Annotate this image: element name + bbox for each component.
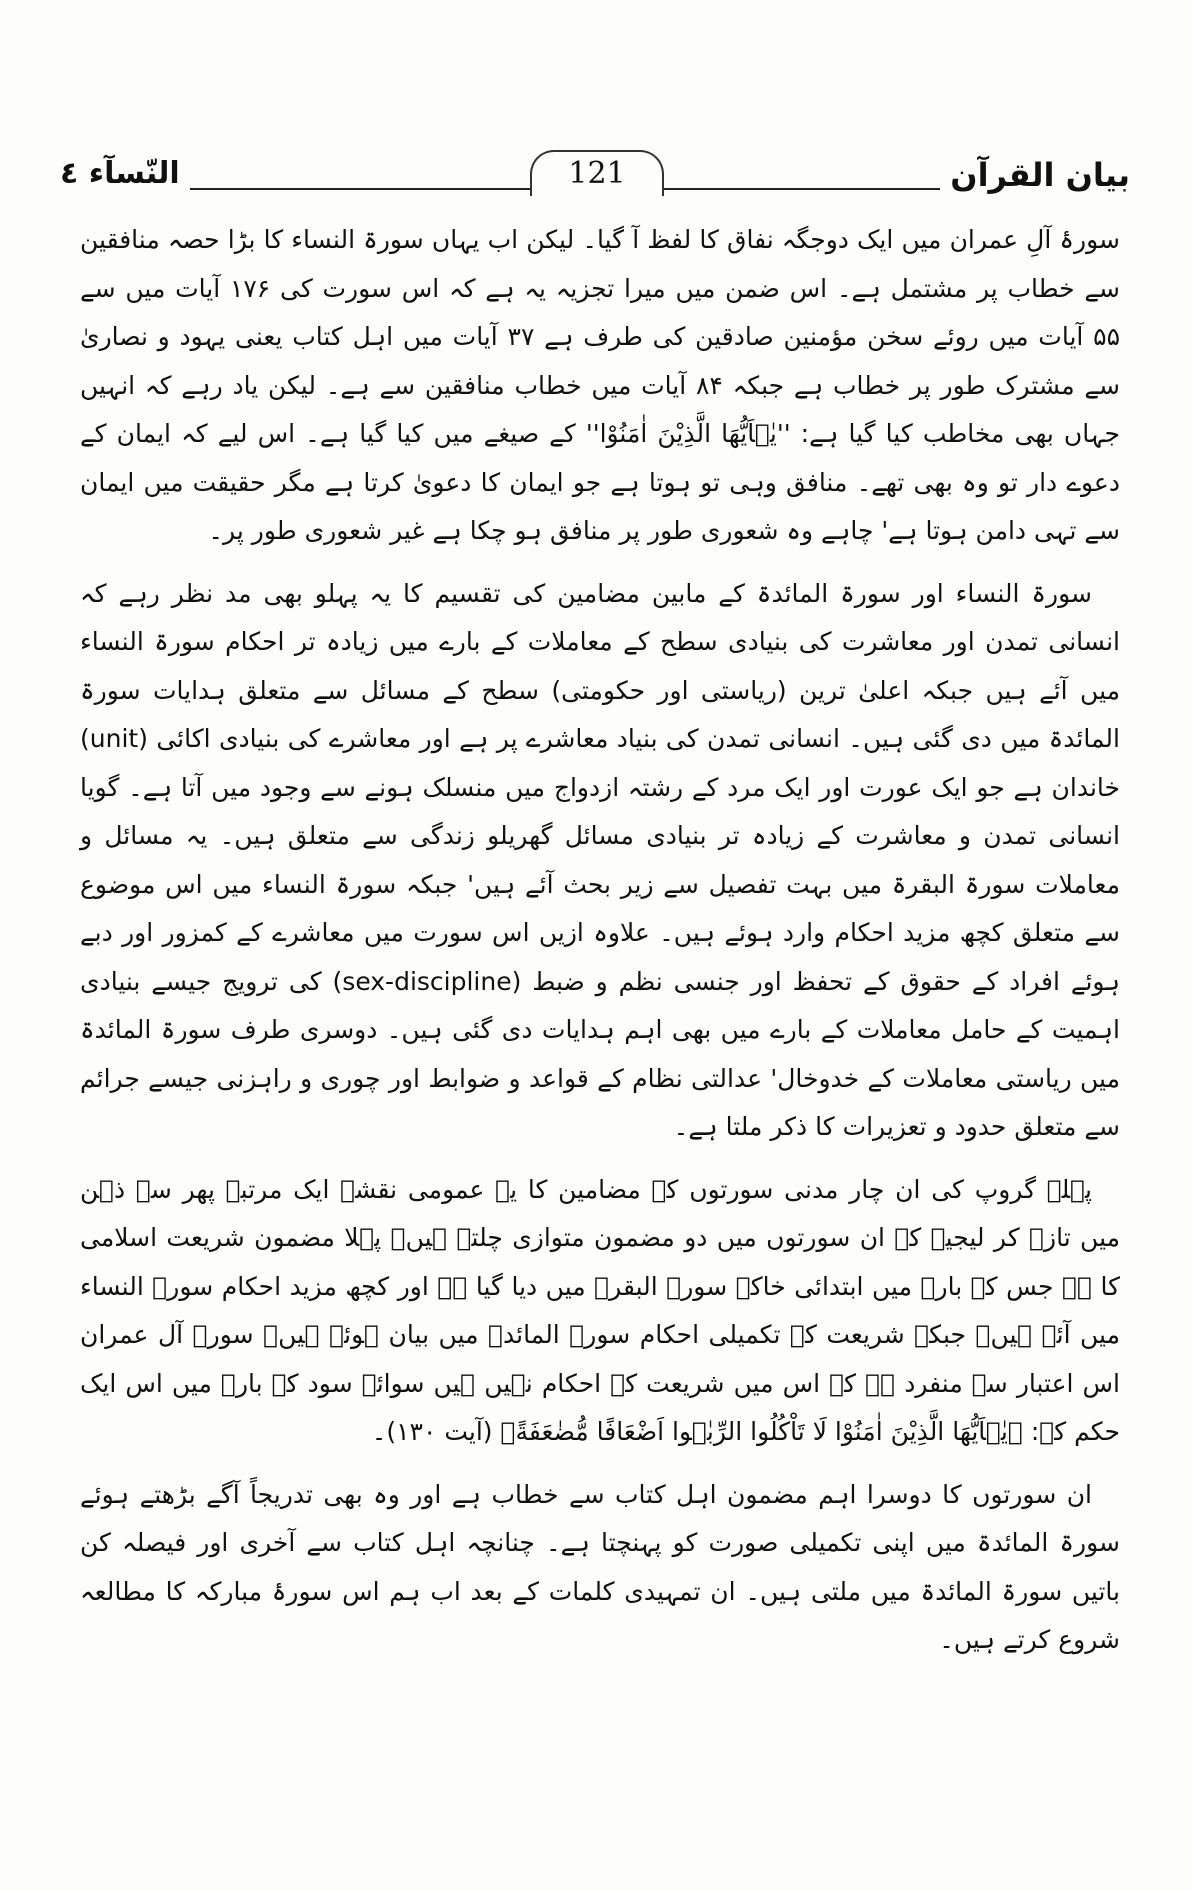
surah-name: النّسآء ٤ bbox=[60, 156, 190, 191]
page-header bbox=[60, 150, 1130, 210]
page-body bbox=[80, 216, 1120, 1679]
book-title: بیان القرآن bbox=[940, 156, 1130, 194]
paragraph: پہلے گروپ کی ان چار مدنی سورتوں کے مضامین کا یہ عمومی نقشہ ایک مرتبہ پھر سے ذہن میں تازہ کر لیجیے کہ ان سورتوں میں دو مضمون متوازی چلتے ہیں۔ پہلا مضمون شریعت اسلامی کا ہے جس کے بارے میں ابتدائی خاکہ سورۃ البقرۃ میں دیا گیا ہے اور کچھ مزید احکام سورۃ النساء میں آئے ہیں۔ جبکہ شریعت کے تکمیلی احکام سورۃ المائدۃ میں بیان ہوئے ہیں۔ سورۂ آل عمران اس اعتبار سے منفرد ہے کہ اس میں شریعت کے احکام نہیں ہیں سوائے سود کے بارے میں اس ایک حکم کے: ﴿یٰۤاَیُّهَا الَّذِیْنَ اٰمَنُوْا لَا تَاْكُلُوا الرِّبٰۤوا اَضْعَافًا مُّضٰعَفَةً﴾ (آیت ۱۳۰)۔ bbox=[80, 1174, 1120, 1446]
paragraph: سورۃ النساء اور سورۃ المائدۃ کے مابین مضامین کی تقسیم کا یہ پہلو بھی مد نظر رہے کہ انسانی تمدن اور معاشرت کی بنیادی سطح کے معاملات کے بارے میں زیادہ تر احکام سورۃ النساء میں آئے ہیں جبکہ اعلیٰ ترین (ریاستی اور حکومتی) سطح کے مسائل سے متعلق ہدایات سورۃ المائدۃ میں دی گئی ہیں۔ انسانی تمدن کی بنیاد معاشرے پر ہے اور معاشرے کی بنیادی اکائی (unit) خاندان ہے جو ایک عورت اور ایک مرد کے رشتہ ازدواج میں منسلک ہونے سے وجود میں آتا ہے۔ گویا انسانی تمدن و معاشرت کے زیادہ تر بنیادی مسائل گھریلو زندگی سے متعلق ہیں۔ یہ مسائل و معاملات سورۃ البقرۃ میں بہت تفصیل سے زیر بحث آئے ہیں' جبکہ سورۃ النساء میں اس موضوع سے متعلق کچھ مزید احکام وارد ہوئے ہیں۔ علاوہ ازیں اس سورت میں معاشرے کے کمزور اور دبے ہوئے افراد کے حقوق کے تحفظ اور جنسی نظم و ضبط (sex-discipline) کی ترویج جیسے بنیادی اہمیت کے حامل معاملات کے بارے میں بھی اہم ہدایات دی گئی ہیں۔ دوسری طرف سورۃ المائدۃ میں ریاستی معاملات کے خدوخال' عدالتی نظام کے قواعد و ضوابط اور چوری و راہزنی جیسے جرائم سے متعلق حدود و تعزیرات کا ذکر ملتا ہے۔ bbox=[80, 578, 1120, 1141]
page-number: 121 bbox=[530, 150, 664, 196]
paragraph: سورۂ آلِ عمران میں ایک دوجگہ نفاق کا لفظ آ گیا۔ لیکن اب یہاں سورۃ النساء کا بڑا حصہ منافقین سے خطاب پر مشتمل ہے۔ اس ضمن میں میرا تجزیہ یہ ہے کہ اس سورت کی ۱۷۶ آیات میں سے ۵۵ آیات میں روئے سخن مؤمنین صادقین کی طرف ہے ۳۷ آیات میں اہل کتاب یعنی یہود و نصاریٰ سے مشترک طور پر خطاب ہے جبکہ ۸۴ آیات میں خطاب منافقین سے ہے۔ لیکن یاد رہے کہ انہیں جہاں بھی مخاطب کیا گیا ہے: ''یٰۤاَیُّهَا الَّذِیْنَ اٰمَنُوْا'' کے صیغے میں کیا گیا ہے۔ اس لیے کہ ایمان کے دعوے دار تو وہ بھی تھے۔ منافق وہی تو ہوتا ہے جو ایمان کا دعویٰ کرتا ہے مگر حقیقت میں ایمان سے تہی دامن ہوتا ہے' چاہے وہ شعوری طور پر منافق ہو چکا ہے غیر شعوری طور پر۔ bbox=[80, 225, 1121, 545]
paragraph: ان سورتوں کا دوسرا اہم مضمون اہل کتاب سے خطاب ہے اور وہ بھی تدریجاً آگے بڑھتے ہوئے سورۃ المائدۃ میں اپنی تکمیلی صورت کو پہنچتا ہے۔ چنانچہ اہل کتاب سے آخری اور فیصلہ کن باتیں سورۃ المائدۃ میں ملتی ہیں۔ ان تمہیدی کلمات کے بعد اب ہم اس سورۂ مبارکہ کا مطالعہ شروع کرتے ہیں۔ bbox=[80, 1479, 1120, 1654]
